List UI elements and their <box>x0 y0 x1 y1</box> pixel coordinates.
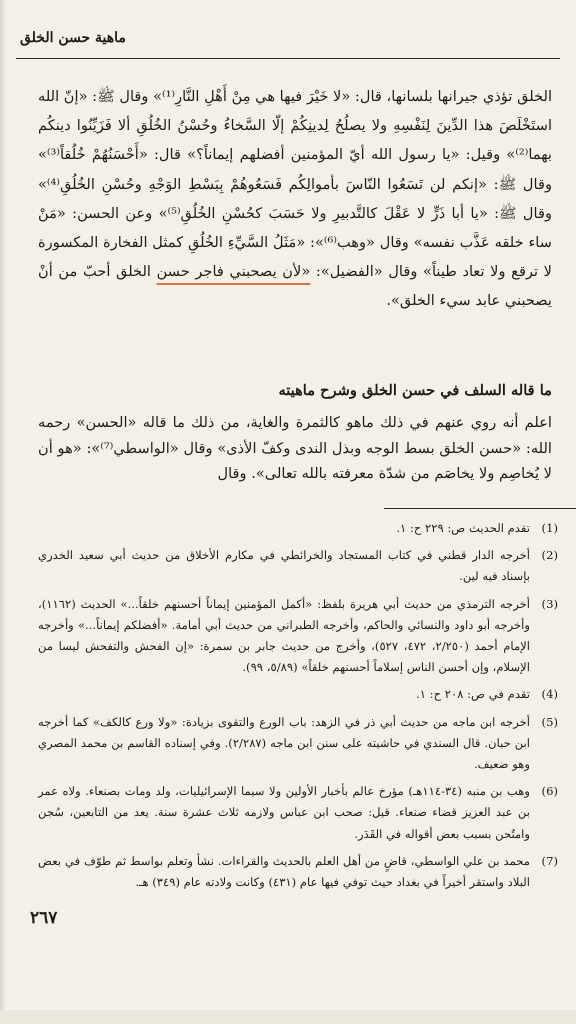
footnote-3 <box>38 594 558 679</box>
footnote-text: أخرجه الدار قطني في كتاب المستجاد والخرائطي في مكارم الأخلاق من حديث أبي سعيد الخدري بإسناد فيه لين. <box>38 548 530 584</box>
footnote-1 <box>38 518 558 539</box>
footnote-rule <box>384 508 576 509</box>
main-paragraph <box>38 82 552 316</box>
main-text-part-1: الخلق تؤذي جيرانها بلسانها، قال: «لا خَيْرَ فيها هي مِنْ أَهْلِ النَّارِ⁽¹⁾» وقال ﷺ: «إنّ الله استَخْلَصَ هذا الدِّينَ لِنَفْسِهِ ولا يصلُحُ لِدينِكُمْ إلّا السَّخاءُ وحُسْنُ الخُلُقِ ألا فَزَيِّنُوا دينكُم بهما⁽²⁾» وقيل: «يا رسول الله أيّ المؤمنين أفضلهم إيماناً؟» قال: «أَحْسَنُهُمْ خُلُقاً⁽³⁾» وقال ﷺ: «إنكم لن تَسَعُوا النّاسَ بأموالِكُم فَسَعُوهُمْ بِبَسْطِ الوَجْهِ وحُسْنِ الخُلُقِ⁽⁴⁾» وقال ﷺ: «يا أبا ذَرٍّ لا عَقْلَ كالتَّدبيرِ ولا حَسَبَ كحُسْنِ الخُلُقِ⁽⁵⁾» وعن الحسن: «مَنْ ساء خلقه عَذَّب نفسه» وقال «وهب⁽⁶⁾»: «مَثَلُ السَّيِّءِ الخُلُقِ كمثل الفخارة المكسورة لا ترقع ولا تعاد طيناً» وقال «الفضيل»: <box>38 88 553 281</box>
section-paragraph: اعلم أنه روي عنهم في ذلك ماهو كالثمرة والغاية، من ذلك ما قاله «الحسن» رحمه الله: «حسن الخلق بسط الوجه وبذل الندى وكفّ الأذى» وقال «الواسطي⁽⁷⁾»: «هو أن لا يُخاصِم ولا يخاصَم من شدّة معرفته بالله تعالى». وقال <box>38 414 552 482</box>
footnote-5 <box>38 712 558 776</box>
footnote-text: محمد بن علي الواسطي، قاضٍ من أهل العلم بالحديث والقراءات. نشأ وتعلم بواسط ثم طوّف في بعض البلاد واستقر أخيراً في بغداد حيث توفي فيها عام (٤٣١) وكانت ولادته عام (٣٤٩) هـ. <box>38 853 530 890</box>
footnote-6 <box>38 781 558 845</box>
footnote-number: (3) <box>541 596 558 611</box>
main-text-part-3: الخلق أحبّ من أنْ يصحبني عابد سيء الخلق». <box>38 263 552 310</box>
section-title: ما قاله السلف في حسن الخلق وشرح ماهيته <box>278 382 552 399</box>
highlighted-quote[interactable]: «لأن يصحبني فاجر حسن <box>156 263 311 281</box>
footnote-number: (7) <box>541 853 558 868</box>
page-number: ٢٦٧ <box>30 908 58 928</box>
section-body <box>38 410 552 487</box>
footnote-number: (2) <box>541 548 558 563</box>
footnote-text: وهب بن منبه (٣٤-١١٤هـ) مؤرخ عالم بأخبار الأولين ولا سيما الإسرائيليات، ولد ومات بصنعاء. ولاه عمر بن عبد العزيز قضاء صنعاء. قيل: صحب ابن عباس ولازمه ثلاث عشرة سنة. يعد من التابعين، سُجن وامتُحن بسبب بعض أقواله في القَدَر. <box>38 784 530 841</box>
footnote-number: (4) <box>541 687 558 702</box>
footnote-text: أخرجه الترمذي من حديث أبي هريرة بلفظ: «أكمل المؤمنين إيماناً أحسنهم خلقاً...» الحديث (١١٦٢)، وأخرجه أبو داود والنسائي والحاكم، وأخرجه الطبراني من حديث أبي أمامة. «أفضلكم إيماناً...» وأخرجه الإمام أحمد (٢/٢٥٠، ٤٧٢، ٥٢٧)، وأخرج من حديث جابر بن سمرة: «إن الفحش والتفحش ليسا من الإسلام، وإن أحسن الناس إسلاماً أحسنهم خلقاً» (٥/٨٩، ٩٩). <box>38 596 530 675</box>
footnote-number: (6) <box>541 784 558 799</box>
footnote-7 <box>38 851 558 893</box>
footnote-number: (5) <box>541 714 558 729</box>
spine-shadow <box>0 0 6 1024</box>
footnote-text: تقدم الحديث ص: ٢٢٩ ح: ١. <box>396 521 530 535</box>
footnote-text: أخرجه ابن ماجه من حديث أبي ذر في الزهد: باب الورع والتقوى بزيادة: «ولا ورع كالكف» كما أخرجه ابن حبان. قال السندي في حاشيته على سنن ابن ماجه (٢/٢٨٧). وفي إسناده القاسم بن محمد المصري وهو ضعيف. <box>38 714 530 772</box>
footnotes <box>38 518 558 899</box>
main-text <box>38 82 552 316</box>
page-bottom-edge <box>0 1010 576 1024</box>
footnote-4 <box>38 684 558 705</box>
header-rule <box>16 58 560 59</box>
running-head: ماهية حسن الخلق <box>20 30 126 46</box>
footnote-text: تقدم في ص: ٢٠٨ ح: ١. <box>416 687 530 702</box>
footnote-2 <box>38 545 558 587</box>
footnote-number: (1) <box>541 521 558 535</box>
